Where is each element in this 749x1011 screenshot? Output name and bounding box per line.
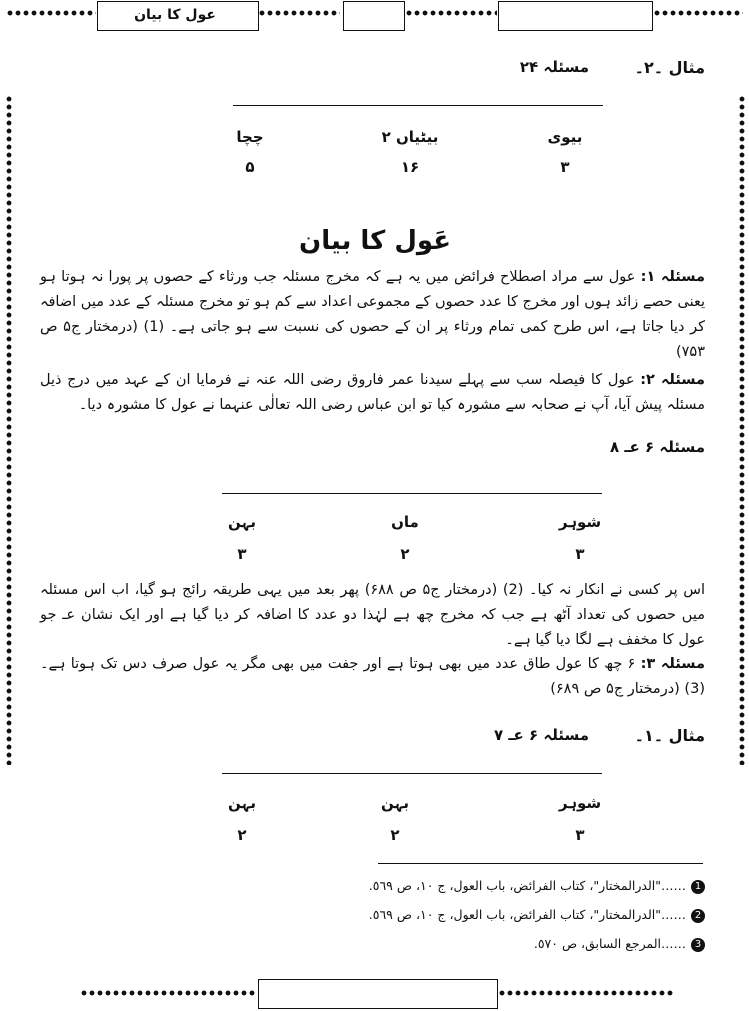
left-margin-ornament xyxy=(6,95,12,765)
footer-chain-left xyxy=(80,990,256,996)
footnote-3 xyxy=(534,936,705,952)
case-a-heir-3: بہن xyxy=(228,513,256,531)
footnote-1-number: 1 xyxy=(691,880,705,894)
header-chain-right xyxy=(653,10,743,16)
case-a-share-2: ۲ xyxy=(400,545,410,563)
header-chain-left xyxy=(6,10,96,16)
masala3-paragraph xyxy=(40,652,705,702)
example2-heir-3: چچا xyxy=(236,128,264,146)
right-margin-ornament xyxy=(739,95,745,765)
section-title: عَول کا بیان xyxy=(299,226,451,256)
case-a-share-3: ۳ xyxy=(237,545,247,563)
case-a-heir-1: شوہر xyxy=(558,513,602,531)
example2-label: مثال ۔۲۔ xyxy=(634,58,705,77)
example2-heir-2: بیٹیاں ۲ xyxy=(381,128,439,146)
example1-label: مثال ۔۱۔ xyxy=(634,726,705,745)
footnote-1 xyxy=(369,878,705,894)
masala2-text: عول کا فیصلہ سب سے پہلے سیدنا عمر فاروق رضی اللہ عنہ نے فرمایا ان کے عہد میں درج ذیل مسئلہ پیش آیا، آپ نے صحابہ سے مشورہ کیا تو ابن عباس رضی اللہ تعالٰی عنہما نے عول کا مشورہ دیا۔ xyxy=(40,372,705,413)
example1-rule xyxy=(222,773,602,774)
example1-heir-2: بہن xyxy=(381,794,409,812)
example1-masala: مسئلہ ۶ عـ ۷ xyxy=(494,726,589,744)
case-a-share-1: ۳ xyxy=(575,545,585,563)
masala3-text: ۶ چھ کا عول طاق عدد میں بھی ہوتا ہے اور جفت میں بھی مگر یہ عول صرف دس تک ہوتا ہے۔ (3) (درمختار ج۵ ص ۶۸۹) xyxy=(40,656,705,697)
example1-heir-3: بہن xyxy=(228,794,256,812)
header-empty-box xyxy=(498,1,653,31)
case-a-heir-2: ماں xyxy=(391,513,419,531)
footnote-1-text: ……"الدرالمختار"، كتاب الفرائض، باب العول، ج ١٠، ص ٥٦٩. xyxy=(368,878,686,893)
masala1-paragraph xyxy=(40,265,705,365)
masala1-text: عول سے مراد اصطلاح فرائض میں یہ ہے کہ مخرج مسئلہ جب ورثاء کے حصوں پر پورا نہ ہوتا ہو یعنی حصے زائد ہوں اور مخرج کا عدد حصوں کے مجموعی اعداد سے کم ہو تو مخرج مسئلہ کے عدد میں اضافہ کر دیا جاتا ہے، اس طرح کمی تمام ورثاء پر ان کے حصوں کی نسبت سے ہو جاتی ہے۔ (1) (درمختار ج۵ ص ۷۵۳) xyxy=(40,269,705,360)
masala2-lead: مسئلہ ۲: xyxy=(640,372,706,388)
header-chain-mid-right xyxy=(405,10,497,16)
case-a-rule xyxy=(222,493,602,494)
running-title: عول کا بیان xyxy=(134,7,216,23)
example2-share-2: ۱۶ xyxy=(400,158,420,176)
example2-share-3: ۵ xyxy=(245,158,255,176)
example2-masala: مسئلہ ۲۴ xyxy=(519,58,589,76)
masala3-lead: مسئلہ ۳: xyxy=(640,656,705,672)
example1-share-1: ۳ xyxy=(575,826,585,844)
example1-share-3: ۲ xyxy=(237,826,247,844)
example2-heir-1: بیوی xyxy=(547,128,583,146)
example1-heir-1: شوہر xyxy=(558,794,602,812)
masala1-lead: مسئلہ ۱: xyxy=(640,269,705,285)
page-number-box xyxy=(343,1,405,31)
footnote-2-text: ……"الدرالمختار"، كتاب الفرائض، باب العول، ج ١٠، ص ٥٦٩. xyxy=(368,907,686,922)
footnote-rule xyxy=(378,863,703,864)
footer-box xyxy=(258,979,498,1009)
footer-chain-right xyxy=(498,990,674,996)
after-case-a-paragraph: اس پر کسی نے انکار نہ کیا۔ (2) (درمختار ج۵ ص ۶۸۸) پھر بعد میں یہی طریقہ رائج ہو گیا، اب اس مسئلہ میں حصوں کی تعداد آٹھ ہے جب کہ مخرج چھ ہے لہٰذا دو عدد کا اضافہ کر دیا گیا ہے اور ایک نشان عـ جو عول کا مخفف ہے لگا دیا گیا ہے۔ xyxy=(40,582,706,648)
example2-rule xyxy=(233,105,603,106)
footnote-3-text: ……المرجع السابق، ص ٥٧٠. xyxy=(533,936,686,951)
case-a-masala: مسئلہ ۶ عـ ۸ xyxy=(610,438,705,456)
masala2-paragraph xyxy=(40,368,705,418)
header-chain-mid-left xyxy=(258,10,340,16)
footnote-2 xyxy=(369,907,705,923)
example1-share-2: ۲ xyxy=(390,826,400,844)
footnote-2-number: 2 xyxy=(691,909,705,923)
footnote-3-number: 3 xyxy=(691,938,705,952)
example2-share-1: ۳ xyxy=(560,158,570,176)
